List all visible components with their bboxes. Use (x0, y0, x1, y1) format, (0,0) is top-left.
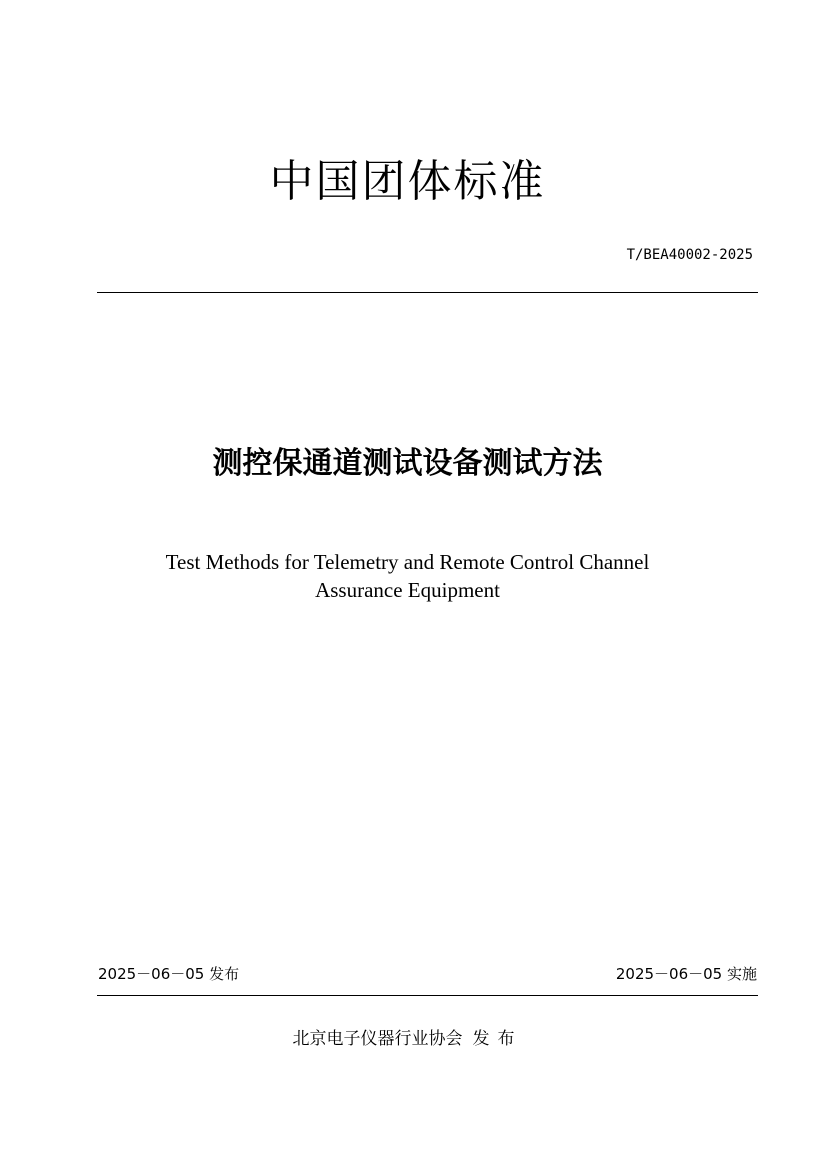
chinese-title: 测控保通道测试设备测试方法 (212, 446, 603, 481)
issue-date: 2025－06－05 发布 (98, 965, 240, 983)
english-title (0, 548, 815, 604)
standard-type-heading: 中国团体标准 (269, 156, 546, 207)
english-title-line-1: Test Methods for Telemetry and Remote Control Channel (165, 550, 650, 574)
bottom-divider (97, 995, 758, 996)
standard-number: T/BEA40002-2025 (626, 247, 753, 263)
publisher-line (0, 1027, 815, 1051)
top-divider (97, 292, 758, 293)
implementation-date: 2025－06－05 实施 (615, 965, 757, 983)
english-title-line-2: Assurance Equipment (315, 578, 500, 602)
publisher-organization: 北京电子仪器行业协会 (292, 1029, 463, 1049)
publisher-suffix: 发布 (472, 1029, 523, 1049)
